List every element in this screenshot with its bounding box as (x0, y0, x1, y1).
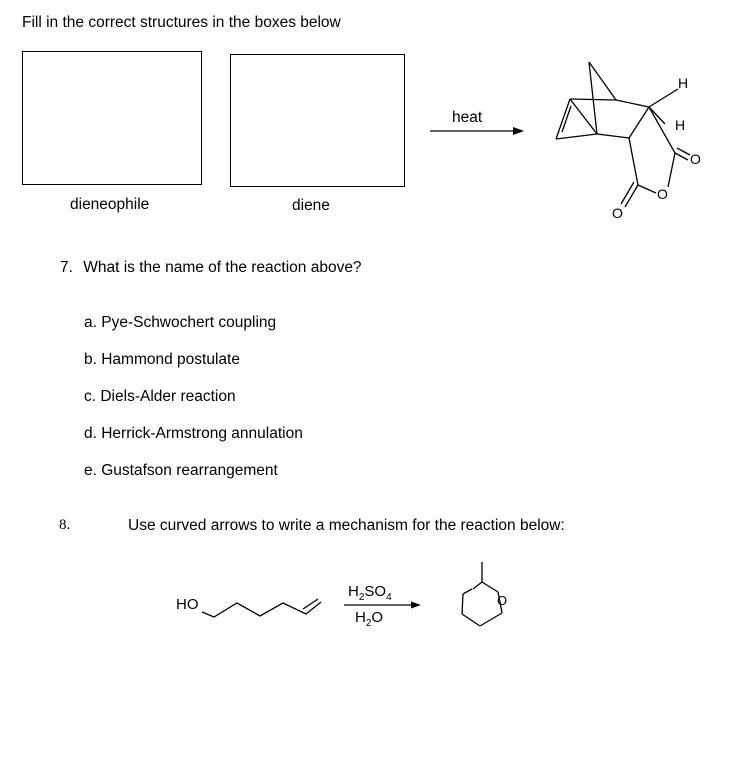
instruction-text: Fill in the correct structures in the boxes below (22, 14, 341, 31)
diene-label: diene (292, 197, 330, 214)
product-ring-o: O (657, 186, 668, 202)
product-carbonyl-o-right: O (690, 151, 701, 167)
question-7-text: What is the name of the reaction above? (83, 259, 362, 276)
diene-answer-box[interactable] (230, 54, 405, 187)
diels-alder-product-structure (540, 50, 740, 230)
product-ring-oxygen: O (497, 593, 508, 608)
reagent-h2so4: $H_2SO_4$ (348, 583, 392, 603)
reactant-ho-label: HO (176, 596, 199, 613)
option-d[interactable]: d. Herrick-Armstrong annulation (84, 425, 303, 442)
product-h-mid-atom: H (675, 117, 686, 133)
alkenol-reactant-structure (200, 590, 330, 630)
question-8-text: Use curved arrows to write a mechanism for the reaction below: (128, 517, 565, 534)
question-7 (60, 259, 362, 277)
reagent-h2o: $H_2O$ (355, 609, 384, 629)
option-e[interactable]: e. Gustafson rearrangement (84, 462, 278, 479)
heat-condition-label: heat (452, 109, 483, 126)
methyl-tetrahydropyran-product (450, 556, 520, 636)
product-h-top-atom: H (678, 75, 689, 91)
reaction-arrow-1 (420, 120, 530, 140)
dienophile-answer-box[interactable] (22, 51, 202, 185)
option-c[interactable]: c. Diels-Alder reaction (84, 388, 236, 405)
option-b[interactable]: b. Hammond postulate (84, 351, 240, 368)
dienophile-label: dieneophile (70, 196, 150, 213)
question-8-number: 8. (59, 517, 71, 533)
product-carbonyl-o-bottom: O (612, 205, 623, 221)
option-a[interactable]: a. Pye-Schwochert coupling (84, 314, 277, 331)
reaction-arrow-2 (340, 598, 430, 612)
question-7-number: 7. (60, 259, 73, 276)
